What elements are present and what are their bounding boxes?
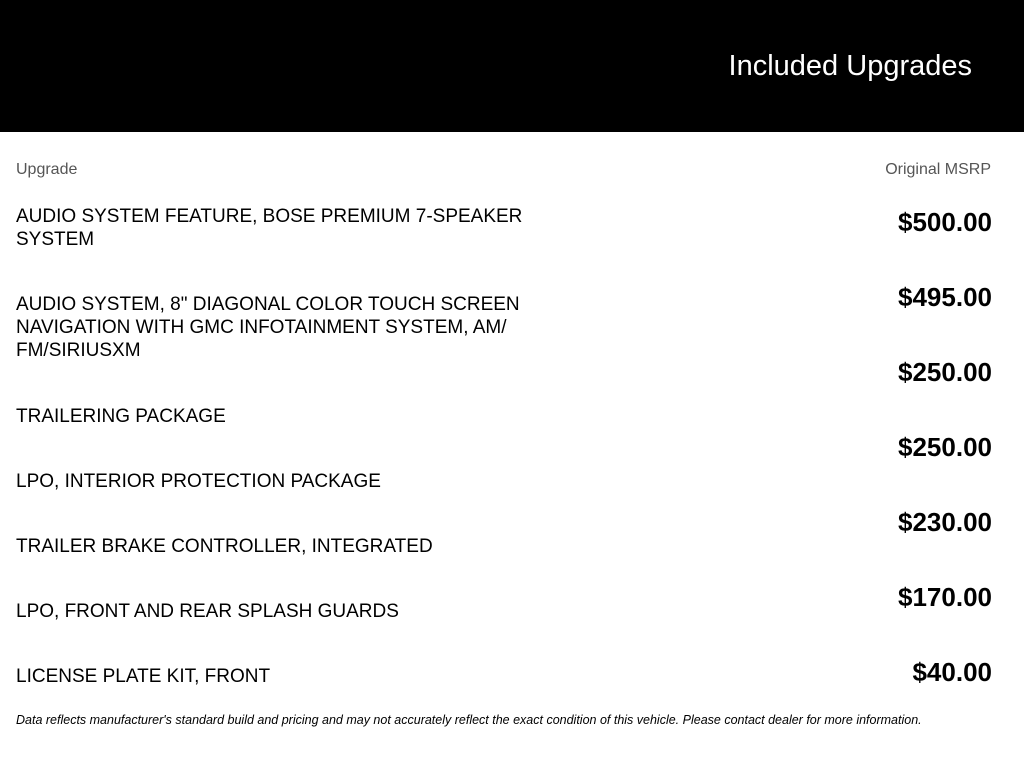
upgrade-name: LPO, FRONT AND REAR SPLASH GUARDS <box>16 601 399 622</box>
upgrade-column-header: Upgrade <box>16 161 78 178</box>
upgrade-price: $250.00 <box>898 357 992 387</box>
upgrade-name: LICENSE PLATE KIT, FRONT <box>16 666 271 687</box>
upgrade-price: $170.00 <box>898 582 992 612</box>
upgrade-name: AUDIO SYSTEM FEATURE, BOSE PREMIUM 7-SPEAKER SYSTEM <box>16 206 523 250</box>
page-header <box>0 0 1024 132</box>
upgrade-price: $40.00 <box>912 657 992 687</box>
upgrade-name: TRAILER BRAKE CONTROLLER, INTEGRATED <box>16 536 433 557</box>
page-title: Included Upgrades <box>728 50 972 82</box>
upgrade-price: $230.00 <box>898 507 992 537</box>
upgrade-name: LPO, INTERIOR PROTECTION PACKAGE <box>16 471 381 492</box>
upgrade-price: $495.00 <box>898 282 992 312</box>
msrp-column-header: Original MSRP <box>885 161 991 178</box>
upgrade-name: TRAILERING PACKAGE <box>16 406 226 427</box>
upgrade-price: $500.00 <box>898 207 992 237</box>
upgrade-price: $250.00 <box>898 432 992 462</box>
msrp-price-list <box>752 203 992 728</box>
disclaimer-text: Data reflects manufacturer's standard build and pricing and may not accurately reflect the exact condition of this vehicle. Please contact dealer for more information. <box>16 713 922 727</box>
upgrade-name: AUDIO SYSTEM, 8" DIAGONAL COLOR TOUCH SCREEN NAVIGATION WITH GMC INFOTAINMENT SYSTEM, AM/ FM/SIRIUSXM <box>16 294 520 361</box>
